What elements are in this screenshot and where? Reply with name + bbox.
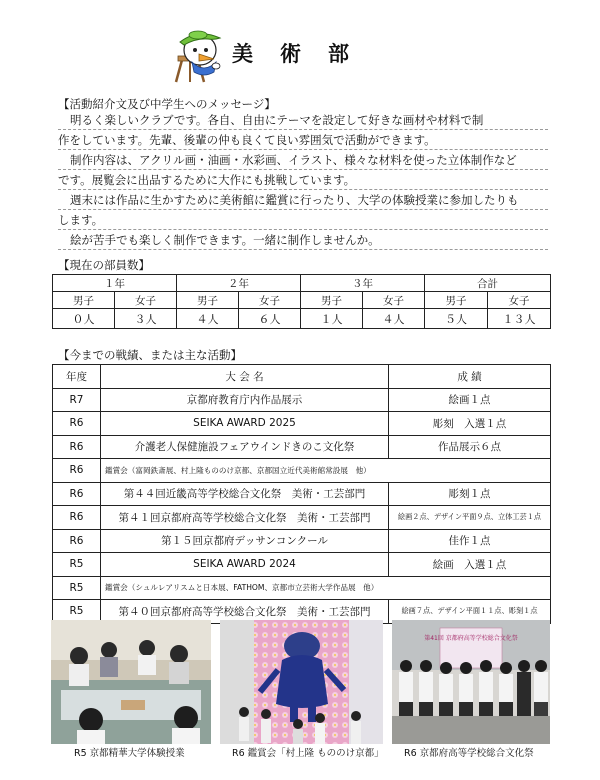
row-result: 彫刻 入選１点 (389, 412, 551, 436)
row-result: 作品展示６点 (389, 435, 551, 459)
intro-message (58, 112, 548, 252)
page-title: 美術部 (232, 41, 376, 66)
row-year: R6 (53, 506, 101, 530)
gender-header: 男子 (177, 292, 239, 309)
row-result: 絵画２点、デザイン平面９点、立体工芸１点 (389, 506, 551, 530)
row-year: R6 (53, 459, 101, 483)
photo-cultural-festival (392, 620, 550, 744)
intro-line: 週末には作品に生かすために美術館に鑑賞に行ったり、大学の体験授業に参加したりも (58, 192, 548, 210)
row-result: 絵画１点 (389, 388, 551, 412)
intro-line: 制作内容は、アクリル画・油画・水彩画、イラスト、様々な材料を使った立体制作など (58, 152, 548, 170)
row-event: 介護老人保健施設フェアウインドきのこ文化祭 (101, 435, 389, 459)
grade-header: ２年 (177, 275, 301, 292)
row-event: 第４０回京都府高等学校総合文化祭 美術・工芸部門 (101, 600, 389, 624)
event-header: 大 会 名 (101, 365, 389, 389)
members-table (52, 274, 551, 329)
table-row (53, 529, 551, 553)
table-row (53, 506, 551, 530)
history-heading: 【今までの戦績、または主な活動】 (58, 348, 242, 362)
member-count: ４人 (177, 309, 239, 329)
photo-museum-visit (220, 620, 383, 744)
member-count: ５人 (425, 309, 488, 329)
member-count: １３人 (488, 309, 551, 329)
gender-header: 男子 (301, 292, 363, 309)
row-event: SEIKA AWARD 2025 (101, 412, 389, 436)
row-result: 絵画 入選１点 (389, 553, 551, 577)
row-event: 京都府教育庁内作品展示 (101, 388, 389, 412)
festival-sign-text: 第41回 京都府高等学校総合文化祭 (424, 635, 518, 642)
table-row (53, 459, 551, 483)
row-event: 鑑賞会（シュルレアリスムと日本展、FATHOM、京都市立芸術大学作品展 他） (101, 576, 551, 600)
member-count: ６人 (239, 309, 301, 329)
mascot-illustration (168, 26, 224, 84)
row-year: R5 (53, 553, 101, 577)
grade-header: ３年 (301, 275, 425, 292)
row-year: R6 (53, 529, 101, 553)
row-year: R5 (53, 600, 101, 624)
intro-heading: 【活動紹介文及び中学生へのメッセージ】 (58, 97, 276, 111)
table-row (53, 412, 551, 436)
row-result: 絵画７点、デザイン平面１１点、彫刻１点 (389, 600, 551, 624)
gender-header: 女子 (115, 292, 177, 309)
photo-university-workshop (51, 620, 211, 744)
row-event: SEIKA AWARD 2024 (101, 553, 389, 577)
row-year: R5 (53, 576, 101, 600)
row-event: 第４４回近畿高等学校総合文化祭 美術・工芸部門 (101, 482, 389, 506)
member-count: ３人 (115, 309, 177, 329)
member-count: １人 (301, 309, 363, 329)
table-row (53, 576, 551, 600)
row-event: 第１５回京都府デッサンコンクール (101, 529, 389, 553)
row-result: 彫刻１点 (389, 482, 551, 506)
table-row (53, 388, 551, 412)
gender-header: 女子 (239, 292, 301, 309)
intro-line: 作をしています。先輩、後輩の仲も良くて良い雰囲気で活動ができます。 (58, 132, 548, 150)
row-result: 佳作１点 (389, 529, 551, 553)
table-row (53, 435, 551, 459)
grade-header: １年 (53, 275, 177, 292)
table-row (53, 482, 551, 506)
result-header: 成 績 (389, 365, 551, 389)
members-heading: 【現在の部員数】 (58, 258, 150, 272)
gender-header: 男子 (425, 292, 488, 309)
intro-line: 明るく楽しいクラブです。各自、自由にテーマを設定して好きな画材や材料で制 (58, 112, 548, 130)
table-row (53, 553, 551, 577)
row-year: R6 (53, 412, 101, 436)
grade-header: 合計 (425, 275, 551, 292)
member-count: ０人 (53, 309, 115, 329)
photo-caption: R6 鑑賞会「村上隆 もののけ京都」 (232, 748, 384, 759)
year-header: 年度 (53, 365, 101, 389)
row-event: 鑑賞会（富岡鉄斎展、村上隆もののけ京都、京都国立近代美術館常設展 他） (101, 459, 551, 483)
row-year: R6 (53, 435, 101, 459)
row-year: R7 (53, 388, 101, 412)
history-table (52, 364, 551, 624)
intro-line: します。 (58, 212, 548, 230)
photo-caption: R5 京都精華大学体験授業 (74, 748, 185, 759)
gender-header: 男子 (53, 292, 115, 309)
gender-header: 女子 (363, 292, 425, 309)
row-year: R6 (53, 482, 101, 506)
photo-caption: R6 京都府高等学校総合文化祭 (404, 748, 534, 759)
row-event: 第４１回京都府高等学校総合文化祭 美術・工芸部門 (101, 506, 389, 530)
intro-line: 絵が苦手でも楽しく制作できます。一緒に制作しませんか。 (58, 232, 548, 250)
gender-header: 女子 (488, 292, 551, 309)
member-count: ４人 (363, 309, 425, 329)
intro-line: です。展覧会に出品するために大作にも挑戦しています。 (58, 172, 548, 190)
